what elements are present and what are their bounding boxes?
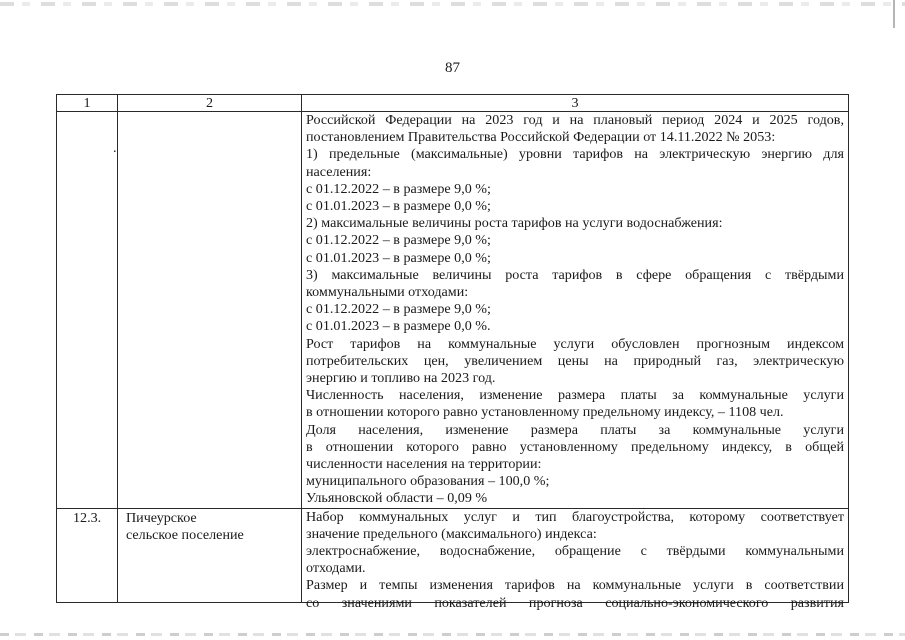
text-line: численности населения на территории:	[306, 456, 542, 473]
text-line: постановлением Правительства Российской Федерации от 14.11.2022 № 2053:	[306, 129, 776, 146]
row-number-cell	[57, 112, 118, 509]
text-line: населения:	[306, 163, 372, 180]
row-number-cell: 12.3.	[57, 508, 118, 602]
text-line: муниципального образования – 100,0 %;	[306, 473, 550, 490]
header-cell-2: 2	[118, 95, 302, 112]
territory-name-line: Пичеурское	[126, 509, 197, 526]
stray-mark: .	[113, 141, 117, 156]
text-line: с 01.12.2022 – в размере 9,0 %;	[306, 232, 491, 249]
text-line: с 01.12.2022 – в размере 9,0 %;	[306, 301, 491, 318]
text-line: с 01.01.2023 – в размере 0,0 %;	[306, 249, 491, 266]
text-line: энергию и топливо на 2023 год.	[306, 370, 496, 387]
text-line: Доля населения, изменение размера платы за коммунальные услуги	[306, 421, 844, 438]
text-line: 2) максимальные величины роста тарифов на услуги водоснабжения:	[306, 215, 723, 232]
text-line: коммунальными отходами:	[306, 284, 469, 301]
text-line: потребительских цен, увеличением цены на природный газ, электрическую	[306, 352, 844, 369]
text-line: Набор коммунальных услуг и тип благоустройства, которому соответствует	[306, 508, 844, 525]
tariff-table	[56, 94, 849, 611]
text-line: с 01.01.2023 – в размере 0,0 %.	[306, 318, 491, 335]
table-header-row	[57, 95, 849, 112]
text-line: в отношении которого равно установленному предельному индексу, в общей	[306, 438, 844, 455]
text-line: электроснабжение, водоснабжение, обращение с твёрдыми коммунальными	[306, 543, 844, 560]
text-line: с 01.12.2022 – в размере 9,0 %;	[306, 180, 491, 197]
text-line: Ульяновской области – 0,09 %	[306, 490, 488, 507]
description-text	[306, 508, 844, 611]
description-cell	[302, 508, 849, 611]
text-line: со значениями показателей прогноза социально-экономического развития	[306, 594, 844, 611]
text-line: отходами.	[306, 560, 366, 577]
description-text	[306, 112, 844, 508]
header-cell-1: 1	[57, 95, 118, 112]
table-row-continuation	[57, 112, 849, 509]
text-line: Размер и темпы изменения тарифов на коммунальные услуги в соответствии	[306, 577, 844, 594]
page-number: 87	[445, 60, 460, 76]
territory-name-line: сельское поселение	[126, 526, 244, 543]
scan-artifact-top	[0, 2, 905, 6]
text-line: Рост тарифов на коммунальные услуги обусловлен прогнозным индексом	[306, 335, 844, 352]
text-line: значение предельного (максимального) индекса:	[306, 525, 597, 542]
territory-cell	[118, 112, 302, 509]
header-cell-3: 3	[302, 95, 849, 112]
text-line: Численность населения, изменение размера платы за коммунальные услуги	[306, 387, 844, 404]
territory-cell	[118, 508, 302, 602]
scan-artifact-edge	[893, 0, 895, 28]
text-line: в отношении которого равно установленному предельному индексу, – 1108 чел.	[306, 404, 784, 421]
description-cell	[302, 112, 849, 509]
text-line: с 01.01.2023 – в размере 0,0 %;	[306, 198, 491, 215]
text-line: 3) максимальные величины роста тарифов в сфере обращения с твёрдыми	[306, 266, 844, 283]
text-line: 1) предельные (максимальные) уровни тарифов на электрическую энергию для	[306, 146, 844, 163]
scan-artifact-bottom	[0, 633, 905, 636]
text-line: Российской Федерации на 2023 год и на плановый период 2024 и 2025 годов,	[306, 112, 844, 128]
table-row-12-3	[57, 508, 849, 602]
